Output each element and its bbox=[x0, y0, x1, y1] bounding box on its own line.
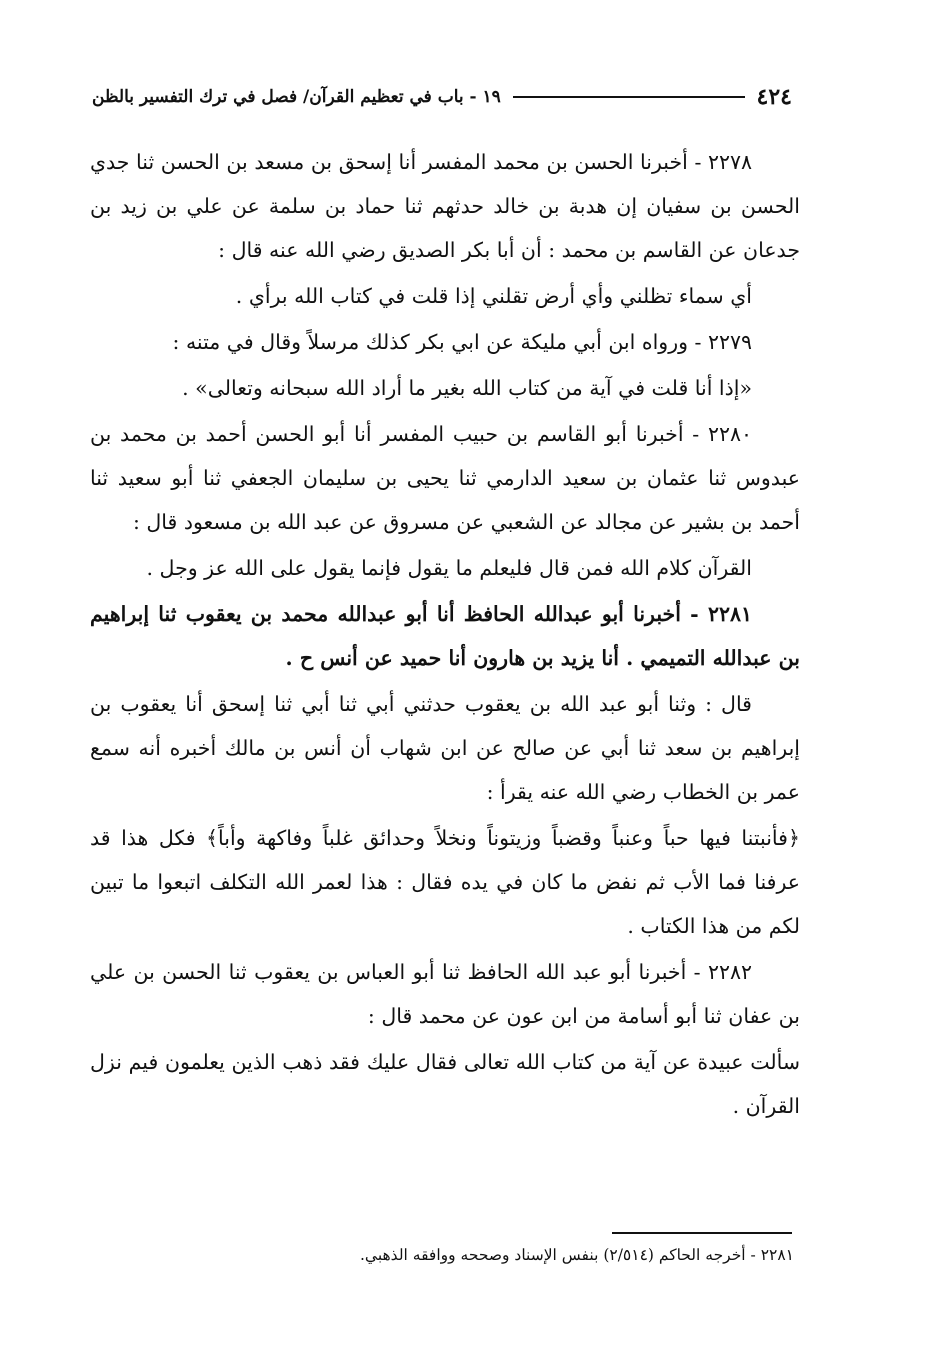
header-rule bbox=[513, 96, 745, 98]
page-body bbox=[90, 140, 800, 1128]
quote-2279: «إذا أنا قلت في آية من كتاب الله بغير ما أراد الله سبحانه وتعالى» . bbox=[182, 376, 752, 400]
quote-2282: سألت عبيدة عن آية من كتاب الله تعالى فقال عليك فقد ذهب الذين يعلمون فيم نزل القرآن . bbox=[90, 1050, 800, 1118]
quote-2280: القرآن كلام الله فمن قال فليعلم ما يقول فإنما يقول على الله عز وجل . bbox=[146, 556, 752, 580]
running-header bbox=[92, 82, 792, 112]
footnote: ٢٢٨١ - أخرجه الحاكم (٢/٥١٤) بنفس الإسناد وصححه ووافقه الذهبي. bbox=[359, 1246, 794, 1264]
footnote-rule bbox=[612, 1232, 792, 1234]
hadith-2281: ٢٢٨١ - أخبرنا أبو عبدالله الحافظ أنا أبو عبدالله محمد بن يعقوب ثنا إبراهيم بن عبدالله التميمي . أنا يزيد بن هارون أنا حميد عن أنس ح . bbox=[90, 602, 800, 670]
running-title: ١٩ - باب في تعظيم القرآن/ فصل في ترك التفسير بالظن bbox=[92, 87, 501, 107]
hadith-2279: ٢٢٧٩ - ورواه ابن أبي مليكة عن ابي بكر كذلك مرسلاً وقال في متنه : bbox=[172, 330, 752, 354]
quote-2278: أي سماء تظلني وأي أرض تقلني إذا قلت في كتاب الله برأي . bbox=[235, 284, 752, 308]
quote-2281: ﴿فأنبتنا فيها حباً وعنباً وقضباً وزيتوناً ونخلاً وحدائق غلباً وفاكهة وأباً﴾ فكل هذا قد عرفنا فما الأب ثم نفض ما كان في يده فقال : هذا لعمر الله التكلف اتبعوا ما تبين لكم من هذا الكتاب . bbox=[90, 826, 800, 938]
hadith-2280: ٢٢٨٠ - أخبرنا أبو القاسم بن حبيب المفسر أنا أبو الحسن أحمد بن محمد بن عبدوس ثنا عثمان بن سعيد الدارمي ثنا يحيى بن سليمان الجعفي ثنا أبو سعيد ثنا أحمد بن بشير عن مجالد عن الشعبي عن مسروق عن عبد الله بن مسعود قال : bbox=[90, 422, 800, 534]
hadith-2278: ٢٢٧٨ - أخبرنا الحسن بن محمد المفسر أنا إسحق بن مسعد بن الحسن ثنا جدي الحسن بن سفيان إن هدبة بن خالد حدثهم ثنا حماد بن سلمة عن علي بن زيد بن جدعان عن القاسم بن محمد : أن أبا بكر الصديق رضي الله عنه قال : bbox=[90, 150, 800, 262]
page-number: ٤٢٤ bbox=[756, 84, 792, 110]
hadith-2282: ٢٢٨٢ - أخبرنا أبو عبد الله الحافظ ثنا أبو العباس بن يعقوب ثنا الحسن بن علي بن عفان ثنا أبو أسامة من ابن عون عن محمد قال : bbox=[90, 960, 800, 1028]
hadith-2281-chain: قال : وثنا أبو عبد الله بن يعقوب حدثني أبي ثنا أبي ثنا إسحق أنا يعقوب بن إبراهيم بن سعد ثنا أبي عن صالح عن ابن شهاب أن أنس بن مالك أخبره أنه سمع عمر بن الخطاب رضي الله عنه يقرأ : bbox=[90, 692, 800, 804]
